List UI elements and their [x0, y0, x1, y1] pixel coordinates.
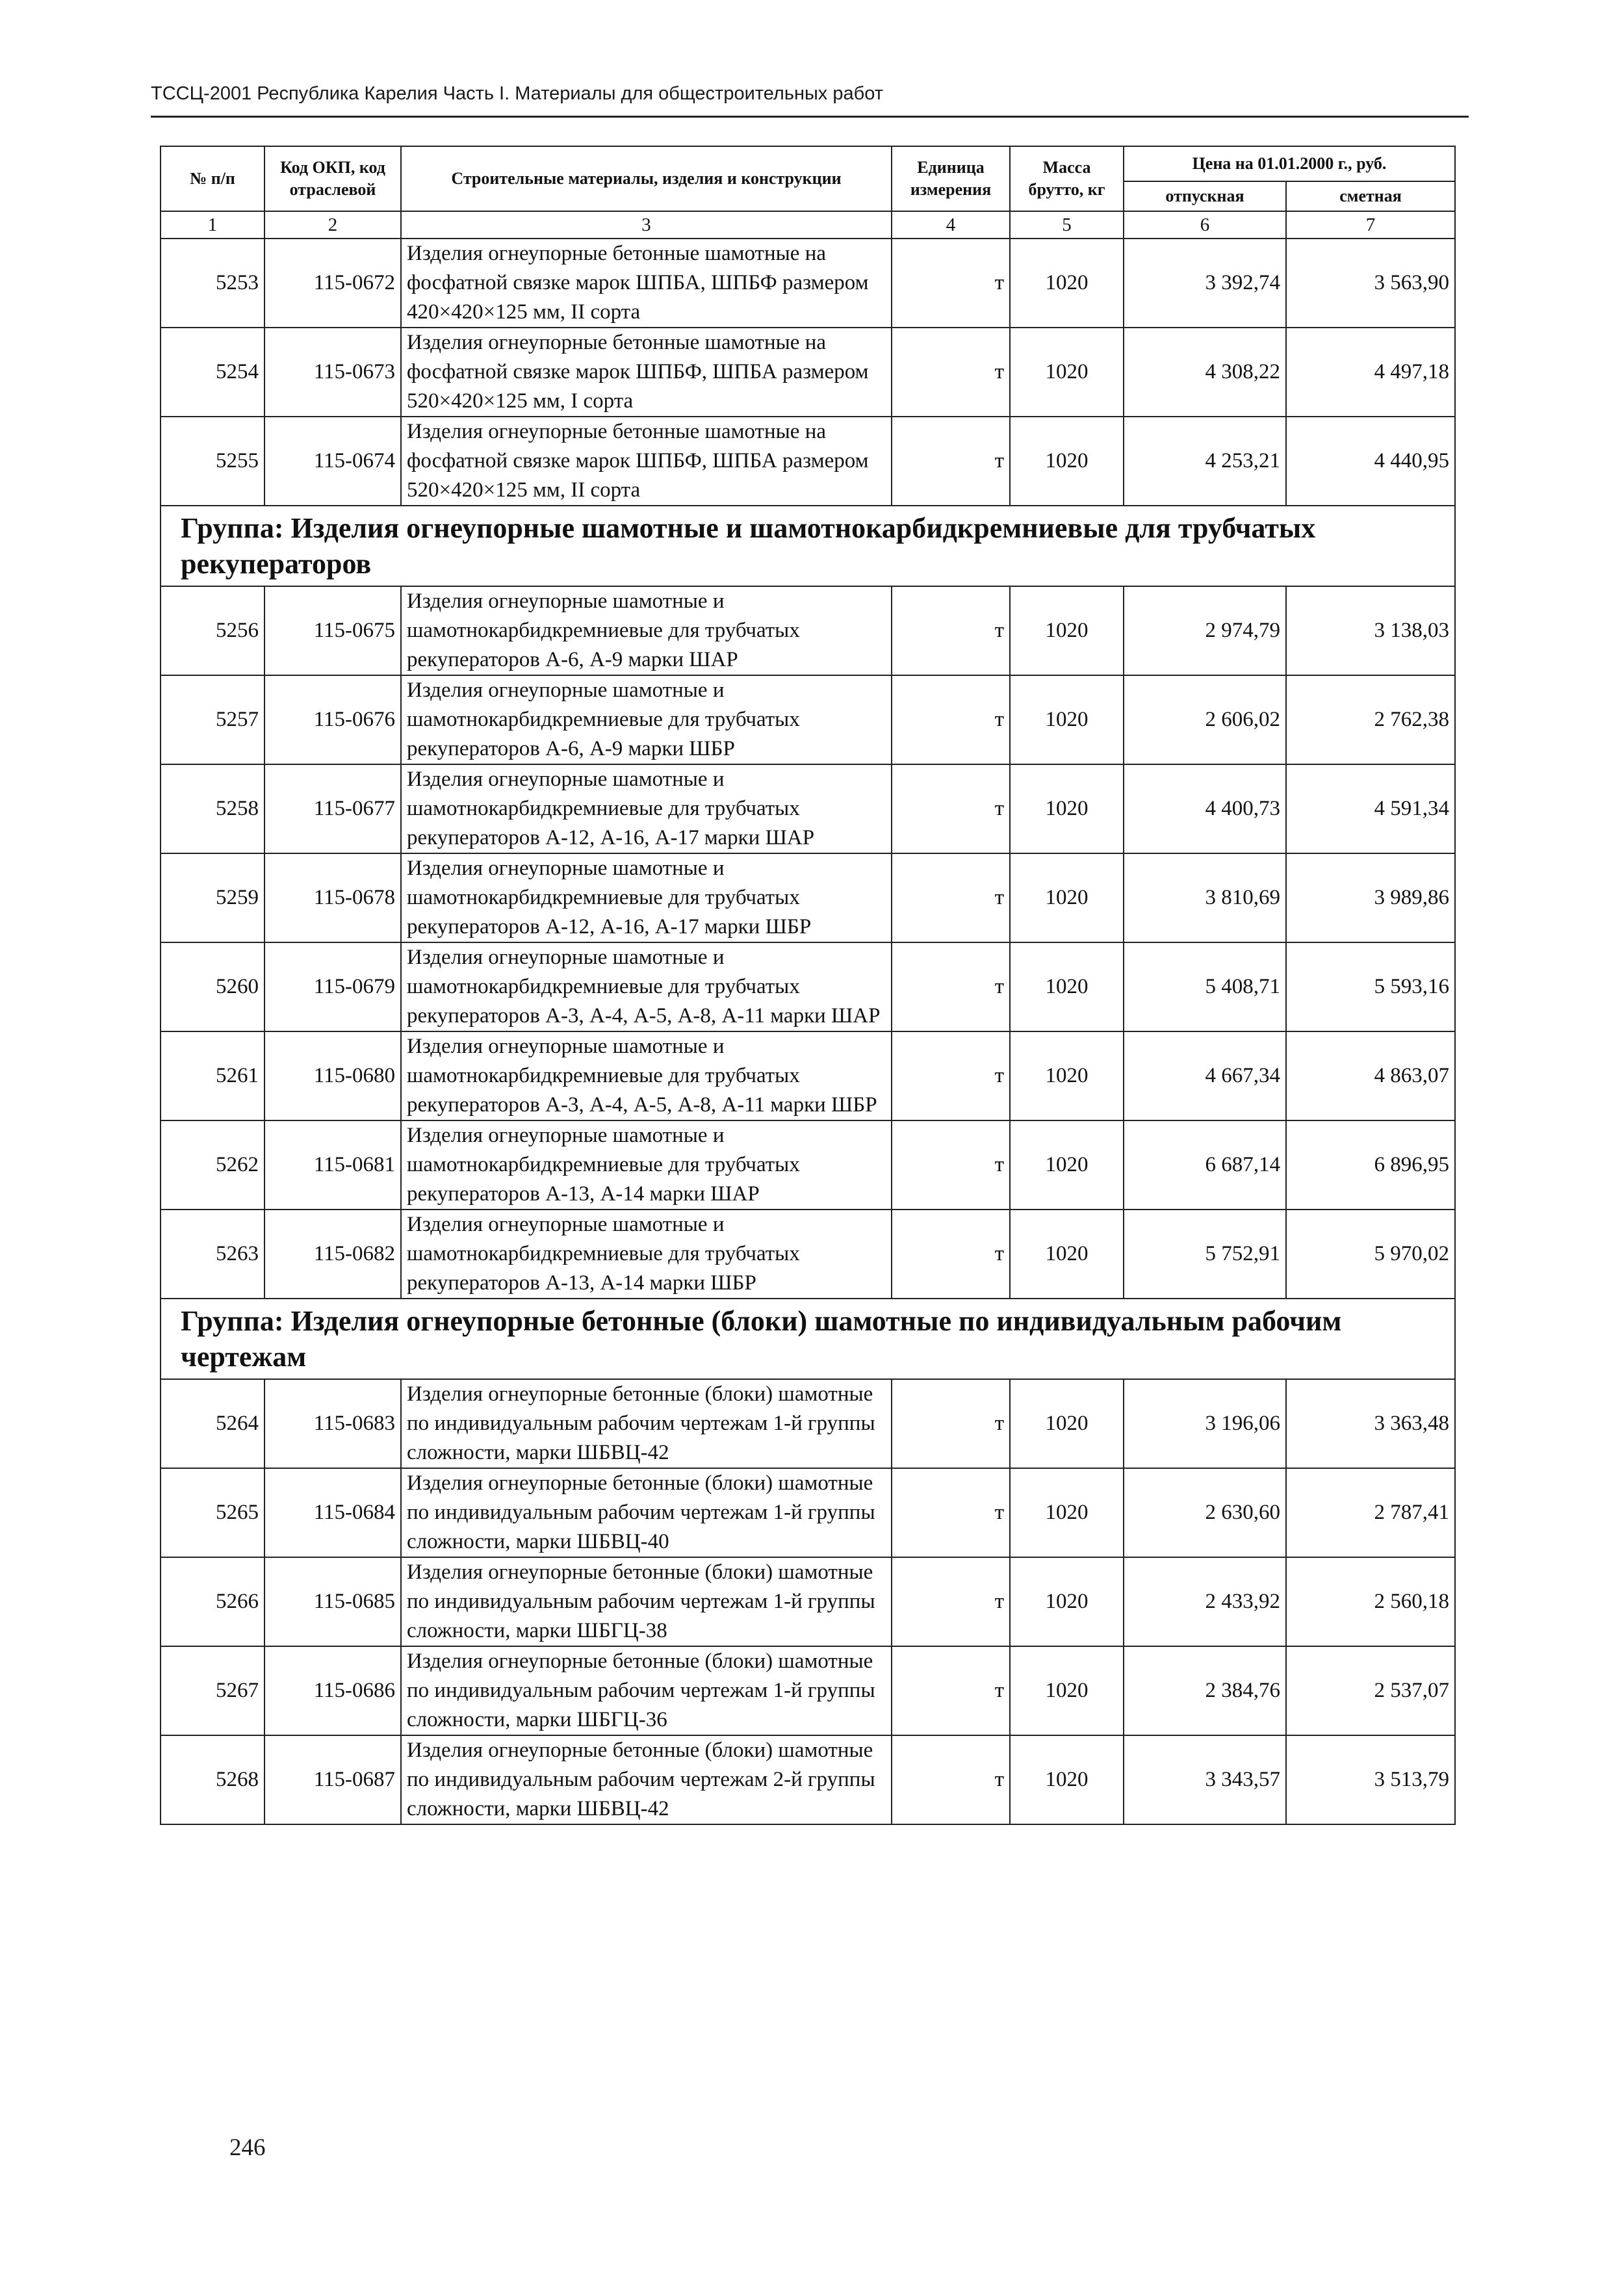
estimate-price: 3 513,79 — [1286, 1735, 1455, 1824]
mass-cell: 1020 — [1010, 417, 1124, 506]
column-number: 3 — [401, 211, 892, 239]
header-name: Строительные материалы, изделия и конструкции — [401, 146, 892, 211]
material-name: Изделия огнеупорные бетонные шамотные на фосфатной связке марок ШПБФ, ШПБА размером 520×420×125 мм, II сорта — [401, 417, 892, 506]
table-row — [161, 1646, 1455, 1735]
estimate-price: 3 563,90 — [1286, 239, 1455, 328]
header-no: № п/п — [161, 146, 264, 211]
table-row — [161, 1735, 1455, 1824]
release-price: 2 630,60 — [1124, 1468, 1286, 1557]
row-number: 5258 — [161, 764, 264, 853]
table-row — [161, 1379, 1455, 1468]
release-price: 3 810,69 — [1124, 853, 1286, 942]
release-price: 2 384,76 — [1124, 1646, 1286, 1735]
unit-cell: т — [892, 1646, 1010, 1735]
row-number: 5262 — [161, 1120, 264, 1210]
table-row — [161, 328, 1455, 417]
mass-cell: 1020 — [1010, 328, 1124, 417]
okp-code: 115-0684 — [264, 1468, 401, 1557]
unit-cell: т — [892, 1120, 1010, 1210]
estimate-price: 3 363,48 — [1286, 1379, 1455, 1468]
material-name: Изделия огнеупорные бетонные (блоки) шамотные по индивидуальным рабочим чертежам 1-й группы сложности, марки ШБГЦ-38 — [401, 1557, 892, 1646]
material-name: Изделия огнеупорные бетонные (блоки) шамотные по индивидуальным рабочим чертежам 2-й группы сложности, марки ШБВЦ-42 — [401, 1735, 892, 1824]
header-code: Код ОКП, код отраслевой — [264, 146, 401, 211]
table-row — [161, 1120, 1455, 1210]
row-number: 5253 — [161, 239, 264, 328]
table-row — [161, 1210, 1455, 1299]
mass-cell: 1020 — [1010, 239, 1124, 328]
group-prefix: Группа: — [181, 512, 284, 544]
table-row — [161, 764, 1455, 853]
row-number: 5254 — [161, 328, 264, 417]
estimate-price: 5 593,16 — [1286, 942, 1455, 1031]
material-name: Изделия огнеупорные шамотные и шамотнокарбидкремниевые для трубчатых рекуператоров А-12, А-16, А-17 марки ШБР — [401, 853, 892, 942]
release-price: 4 253,21 — [1124, 417, 1286, 506]
release-price: 2 606,02 — [1124, 675, 1286, 764]
okp-code: 115-0681 — [264, 1120, 401, 1210]
group-title: Изделия огнеупорные бетонные (блоки) шамотные по индивидуальным рабочим чертежам — [181, 1305, 1342, 1373]
estimate-price: 3 989,86 — [1286, 853, 1455, 942]
estimate-price: 4 440,95 — [1286, 417, 1455, 506]
material-name: Изделия огнеупорные шамотные и шамотнокарбидкремниевые для трубчатых рекуператоров А-13, А-14 марки ШБР — [401, 1210, 892, 1299]
material-name: Изделия огнеупорные бетонные шамотные на фосфатной связке марок ШПБА, ШПБФ размером 420×420×125 мм, II сорта — [401, 239, 892, 328]
okp-code: 115-0680 — [264, 1031, 401, 1120]
column-number: 5 — [1010, 211, 1124, 239]
okp-code: 115-0682 — [264, 1210, 401, 1299]
release-price: 3 196,06 — [1124, 1379, 1286, 1468]
row-number: 5267 — [161, 1646, 264, 1735]
okp-code: 115-0675 — [264, 586, 401, 675]
unit-cell: т — [892, 1557, 1010, 1646]
unit-cell: т — [892, 764, 1010, 853]
okp-code: 115-0674 — [264, 417, 401, 506]
unit-cell: т — [892, 417, 1010, 506]
table-row — [161, 1031, 1455, 1120]
group-prefix: Группа: — [181, 1305, 284, 1337]
group-heading — [161, 1299, 1455, 1379]
material-name: Изделия огнеупорные шамотные и шамотнокарбидкремниевые для трубчатых рекуператоров А-13, А-14 марки ШАР — [401, 1120, 892, 1210]
release-price: 2 433,92 — [1124, 1557, 1286, 1646]
unit-cell: т — [892, 1031, 1010, 1120]
row-number: 5257 — [161, 675, 264, 764]
material-name: Изделия огнеупорные шамотные и шамотнокарбидкремниевые для трубчатых рекуператоров А-6, А-9 марки ШБР — [401, 675, 892, 764]
row-number: 5255 — [161, 417, 264, 506]
unit-cell: т — [892, 853, 1010, 942]
material-name: Изделия огнеупорные шамотные и шамотнокарбидкремниевые для трубчатых рекуператоров А-3, А-4, А-5, А-8, А-11 марки ШБР — [401, 1031, 892, 1120]
release-price: 4 308,22 — [1124, 328, 1286, 417]
unit-cell: т — [892, 239, 1010, 328]
estimate-price: 2 560,18 — [1286, 1557, 1455, 1646]
estimate-price: 4 591,34 — [1286, 764, 1455, 853]
mass-cell: 1020 — [1010, 1031, 1124, 1120]
table-body — [161, 211, 1455, 1824]
estimate-price: 4 863,07 — [1286, 1031, 1455, 1120]
mass-cell: 1020 — [1010, 1379, 1124, 1468]
estimate-price: 2 537,07 — [1286, 1646, 1455, 1735]
row-number: 5265 — [161, 1468, 264, 1557]
column-number: 6 — [1124, 211, 1286, 239]
okp-code: 115-0685 — [264, 1557, 401, 1646]
header-price-group: Цена на 01.01.2000 г., руб. — [1124, 146, 1455, 181]
table-row — [161, 239, 1455, 328]
group-heading-row — [161, 1299, 1455, 1379]
table-row — [161, 1557, 1455, 1646]
table-row — [161, 675, 1455, 764]
header-price-release: отпускная — [1124, 181, 1286, 211]
column-number: 4 — [892, 211, 1010, 239]
release-price: 3 392,74 — [1124, 239, 1286, 328]
mass-cell: 1020 — [1010, 1557, 1124, 1646]
okp-code: 115-0683 — [264, 1379, 401, 1468]
row-number: 5263 — [161, 1210, 264, 1299]
unit-cell: т — [892, 675, 1010, 764]
release-price: 4 400,73 — [1124, 764, 1286, 853]
row-number: 5266 — [161, 1557, 264, 1646]
material-name: Изделия огнеупорные бетонные шамотные на фосфатной связке марок ШПБФ, ШПБА размером 520×420×125 мм, I сорта — [401, 328, 892, 417]
material-name: Изделия огнеупорные бетонные (блоки) шамотные по индивидуальным рабочим чертежам 1-й группы сложности, марки ШБВЦ-40 — [401, 1468, 892, 1557]
table-row — [161, 853, 1455, 942]
column-numbers-row — [161, 211, 1455, 239]
page-number: 246 — [229, 2134, 266, 2161]
mass-cell: 1020 — [1010, 675, 1124, 764]
header-unit: Единица измерения — [892, 146, 1010, 211]
unit-cell: т — [892, 328, 1010, 417]
release-price: 4 667,34 — [1124, 1031, 1286, 1120]
unit-cell: т — [892, 1468, 1010, 1557]
material-name: Изделия огнеупорные бетонные (блоки) шамотные по индивидуальным рабочим чертежам 1-й группы сложности, марки ШБГЦ-36 — [401, 1646, 892, 1735]
row-number: 5261 — [161, 1031, 264, 1120]
mass-cell: 1020 — [1010, 764, 1124, 853]
header-rule — [151, 116, 1469, 118]
column-number: 1 — [161, 211, 264, 239]
material-name: Изделия огнеупорные шамотные и шамотнокарбидкремниевые для трубчатых рекуператоров А-6, А-9 марки ШАР — [401, 586, 892, 675]
okp-code: 115-0686 — [264, 1646, 401, 1735]
estimate-price: 2 762,38 — [1286, 675, 1455, 764]
group-heading-row — [161, 506, 1455, 586]
material-name: Изделия огнеупорные шамотные и шамотнокарбидкремниевые для трубчатых рекуператоров А-12, А-16, А-17 марки ШАР — [401, 764, 892, 853]
group-title: Изделия огнеупорные шамотные и шамотнокарбидкремниевые для трубчатых рекуператоров — [181, 512, 1316, 580]
release-price: 6 687,14 — [1124, 1120, 1286, 1210]
unit-cell: т — [892, 1735, 1010, 1824]
mass-cell: 1020 — [1010, 1646, 1124, 1735]
column-number: 2 — [264, 211, 401, 239]
table-row — [161, 1468, 1455, 1557]
material-name: Изделия огнеупорные бетонные (блоки) шамотные по индивидуальным рабочим чертежам 1-й группы сложности, марки ШБВЦ-42 — [401, 1379, 892, 1468]
mass-cell: 1020 — [1010, 1735, 1124, 1824]
estimate-price: 4 497,18 — [1286, 328, 1455, 417]
mass-cell: 1020 — [1010, 1210, 1124, 1299]
estimate-price: 3 138,03 — [1286, 586, 1455, 675]
price-table — [160, 146, 1456, 1825]
estimate-price: 5 970,02 — [1286, 1210, 1455, 1299]
row-number: 5256 — [161, 586, 264, 675]
table-row — [161, 417, 1455, 506]
okp-code: 115-0673 — [264, 328, 401, 417]
material-name: Изделия огнеупорные шамотные и шамотнокарбидкремниевые для трубчатых рекуператоров А-3, А-4, А-5, А-8, А-11 марки ШАР — [401, 942, 892, 1031]
estimate-price: 2 787,41 — [1286, 1468, 1455, 1557]
okp-code: 115-0679 — [264, 942, 401, 1031]
okp-code: 115-0672 — [264, 239, 401, 328]
mass-cell: 1020 — [1010, 1120, 1124, 1210]
unit-cell: т — [892, 942, 1010, 1031]
row-number: 5268 — [161, 1735, 264, 1824]
release-price: 3 343,57 — [1124, 1735, 1286, 1824]
row-number: 5259 — [161, 853, 264, 942]
unit-cell: т — [892, 586, 1010, 675]
okp-code: 115-0677 — [264, 764, 401, 853]
group-heading — [161, 506, 1455, 586]
row-number: 5264 — [161, 1379, 264, 1468]
running-head: ТССЦ-2001 Республика Карелия Часть I. Материалы для общестроительных работ — [151, 83, 884, 104]
mass-cell: 1020 — [1010, 942, 1124, 1031]
estimate-price: 6 896,95 — [1286, 1120, 1455, 1210]
okp-code: 115-0676 — [264, 675, 401, 764]
header-mass: Масса брутто, кг — [1010, 146, 1124, 211]
column-number: 7 — [1286, 211, 1455, 239]
mass-cell: 1020 — [1010, 586, 1124, 675]
release-price: 5 408,71 — [1124, 942, 1286, 1031]
header-price-estimate: сметная — [1286, 181, 1455, 211]
unit-cell: т — [892, 1379, 1010, 1468]
row-number: 5260 — [161, 942, 264, 1031]
mass-cell: 1020 — [1010, 1468, 1124, 1557]
table-row — [161, 942, 1455, 1031]
mass-cell: 1020 — [1010, 853, 1124, 942]
table-row — [161, 586, 1455, 675]
okp-code: 115-0687 — [264, 1735, 401, 1824]
okp-code: 115-0678 — [264, 853, 401, 942]
release-price: 2 974,79 — [1124, 586, 1286, 675]
unit-cell: т — [892, 1210, 1010, 1299]
release-price: 5 752,91 — [1124, 1210, 1286, 1299]
